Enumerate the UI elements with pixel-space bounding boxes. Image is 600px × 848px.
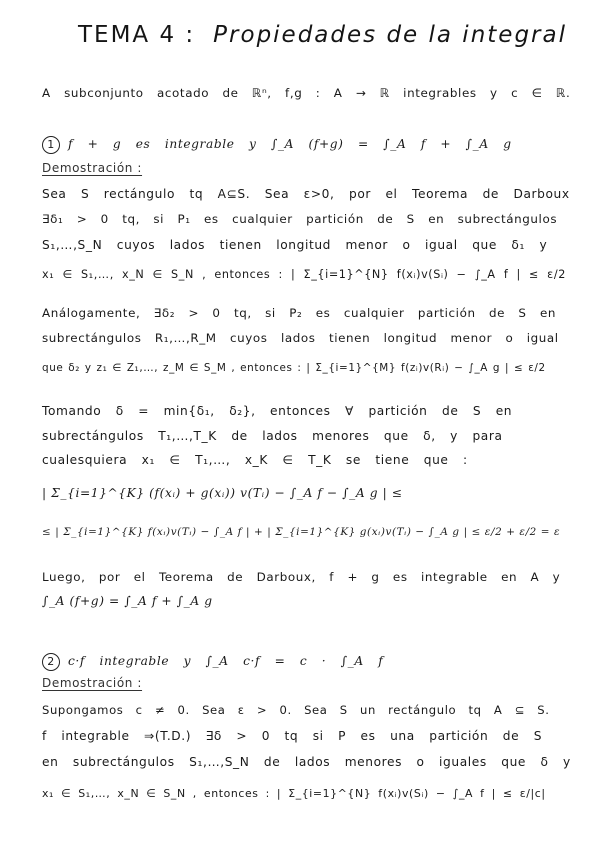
s1-line-8: subrectángulos T₁,…,T_K de lados menores que δ, y para bbox=[42, 429, 503, 443]
s2-line-3: x₁ ∈ S₁,…, x_N ∈ S_N , entonces : | Σ_{i=1}^{N} f(xᵢ)v(Sᵢ) − ∫_A f | ≤ ε/|c| bbox=[42, 787, 546, 800]
s1-line-6: que δ₂ y z₁ ∈ Z₁,…, z_M ∈ S_M , entonces : | Σ_{i=1}^{M} f(zᵢ)v(Rᵢ) − ∫_A g | ≤ ε/2 bbox=[42, 362, 546, 374]
intro-text: A subconjunto acotado de ℝⁿ, f,g : A → ℝ integrables y c ∈ ℝ. bbox=[42, 86, 571, 100]
section2-number: 2 bbox=[42, 653, 60, 671]
s2-line-2: en subrectángulos S₁,…,S_N de lados menores o iguales que δ y bbox=[42, 755, 571, 769]
section1-number: 1 bbox=[42, 136, 60, 154]
title-part2: Propiedades de la integral bbox=[213, 22, 567, 48]
s1-line-4: Análogamente, ∃δ₂ > 0 tq, si P₂ es cualquier partición de S en bbox=[42, 306, 556, 320]
s1-line-0: Sea S rectángulo tq A⊆S. Sea ε>0, por el Teorema de Darboux bbox=[42, 187, 570, 201]
s1-line-3: x₁ ∈ S₁,…, x_N ∈ S_N , entonces : | Σ_{i=1}^{N} f(xᵢ)v(Sᵢ) − ∫_A f | ≤ ε/2 bbox=[42, 268, 566, 281]
section2-statement: c·f integrable y ∫_A c·f = c · ∫_A f bbox=[68, 654, 384, 668]
s1-line-1: ∃δ₁ > 0 tq, si P₁ es cualquier partición de S en subrectángulos bbox=[42, 212, 558, 226]
s1-line-7: Tomando δ = min{δ₁, δ₂}, entonces ∀ partición de S en bbox=[42, 404, 513, 418]
s1-line-13: ∫_A (f+g) = ∫_A f + ∫_A g bbox=[42, 594, 213, 608]
s1-line-12: Luego, por el Teorema de Darboux, f + g es integrable en A y bbox=[42, 570, 561, 584]
section1-demo-label: Demostración : bbox=[42, 161, 143, 175]
s1-line-5: subrectángulos R₁,…,R_M cuyos lados tienen longitud menor o igual bbox=[42, 331, 559, 345]
s2-line-1: f integrable ⇒(T.D.) ∃δ > 0 tq si P es una partición de S bbox=[42, 729, 543, 743]
section1-heading bbox=[42, 136, 570, 154]
section2-heading bbox=[42, 653, 570, 671]
s2-line-0: Supongamos c ≠ 0. Sea ε > 0. Sea S un rectángulo tq A ⊆ S. bbox=[42, 703, 550, 717]
section2-demo-label: Demostración : bbox=[42, 676, 143, 690]
s1-line-9: cualesquiera x₁ ∈ T₁,…, x_K ∈ T_K se tiene que : bbox=[42, 453, 468, 467]
title-part1: TEMA 4 : bbox=[78, 22, 196, 48]
s1-line-10: | Σ_{i=1}^{K} (f(xᵢ) + g(xᵢ)) v(Tᵢ) − ∫_A f − ∫_A g | ≤ bbox=[42, 486, 403, 500]
s1-line-11: ≤ | Σ_{i=1}^{K} f(xᵢ)v(Tᵢ) − ∫_A f | + | Σ_{i=1}^{K} g(xᵢ)v(Tᵢ) − ∫_A g | ≤ ε/2 + ε/2 = ε bbox=[42, 526, 561, 538]
section1-statement: f + g es integrable y ∫_A (f+g) = ∫_A f + ∫_A g bbox=[68, 137, 512, 151]
page-title bbox=[78, 22, 567, 48]
s1-line-2: S₁,…,S_N cuyos lados tienen longitud menor o igual que δ₁ y bbox=[42, 238, 548, 252]
